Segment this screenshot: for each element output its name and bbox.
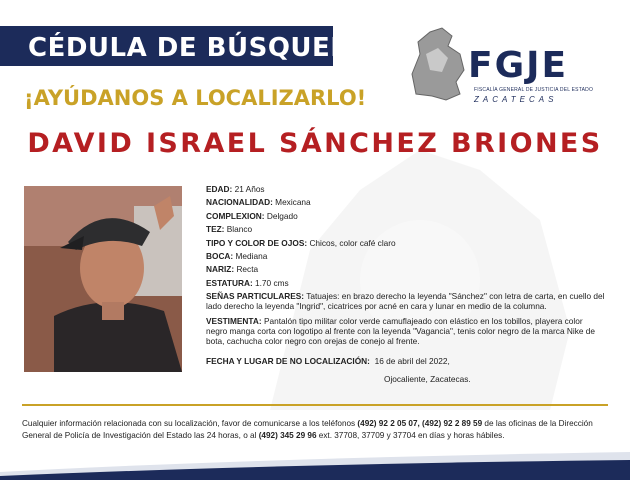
detail-senas: SEÑAS PARTICULARES: Tatuajes: en brazo derecho la leyenda "Sánchez" con letra de carta, en cuello del lado derecho la leyenda "Ingrid", cicatrices por acné en cara y lunar en medio de la columna. — [206, 291, 605, 312]
detail-ojos: TIPO Y COLOR DE OJOS: Chicos, color café claro — [206, 237, 396, 248]
person-details — [206, 184, 606, 388]
bottom-decorative-band — [0, 446, 630, 480]
detail-tez: TEZ: Blanco — [206, 224, 253, 235]
detail-fecha: FECHA Y LUGAR DE NO LOCALIZACIÓN: 16 de abril del 2022, — [206, 356, 450, 367]
missing-person-photo — [24, 186, 182, 372]
detail-nacionalidad: NACIONALIDAD: Mexicana — [206, 197, 311, 208]
detail-nariz: NARIZ: Recta — [206, 264, 259, 275]
detail-edad: EDAD: 21 Años — [206, 184, 265, 194]
footer-divider — [22, 404, 608, 406]
page-subtitle: ¡AYÚDANOS A LOCALIZARLO! — [24, 86, 367, 110]
missing-person-name: DAVID ISRAEL SÁNCHEZ BRIONES — [27, 128, 603, 159]
contact-phone-ext: (492) 345 29 96 — [258, 431, 317, 440]
fgje-logo — [408, 24, 608, 106]
person-photo-icon — [24, 186, 182, 372]
detail-vestimenta: VESTIMENTA: Pantalón tipo militar color verde camuflajeado con elástico en los tobillos, playera color negro manga corta con logotipo al frente con la leyenda "Vagancia", tenis color negro de la marca Nike de bota, cachucha color negro con orejas de conejo al frente. — [206, 316, 596, 347]
logo-state: ZACATECAS — [474, 95, 558, 104]
zacatecas-map-icon — [408, 24, 468, 104]
page-title: CÉDULA DE BÚSQUEDA — [28, 33, 374, 63]
logo-acronym: FGJE — [468, 45, 569, 86]
detail-boca: BOCA: Mediana — [206, 250, 268, 261]
detail-complexion: COMPLEXION: Delgado — [206, 210, 298, 221]
detail-lugar: Ojocaliente, Zacatecas. — [384, 374, 471, 385]
contact-phones: (492) 92 2 05 07, (492) 92 2 89 59 — [357, 419, 483, 428]
logo-subtitle: FISCALÍA GENERAL DE JUSTICIA DEL ESTADO — [474, 87, 594, 93]
contact-footer: Cualquier información relacionada con su localización, favor de comunicarse a los teléfonos (492) 92 2 05 07, (492) 92 2 89 59 de las oficinas de la Dirección General de Policía de Investigación del Estado las 24 horas, o al (492) 345 29 96 ext. 37708, 37709 y 37704 en días y horas hábiles. — [22, 419, 593, 440]
detail-estatura: ESTATURA: 1.70 cms — [206, 277, 289, 288]
